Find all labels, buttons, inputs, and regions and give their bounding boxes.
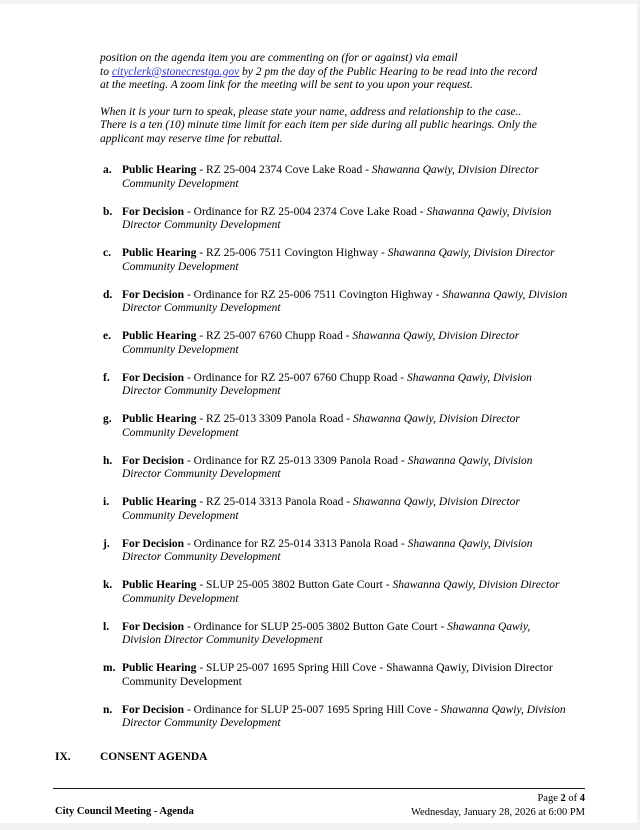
footer-page-total: 4: [579, 793, 585, 804]
section-heading: [55, 751, 570, 765]
footer-page-word: Page: [537, 793, 558, 804]
agenda-item-letter: g.: [103, 413, 112, 425]
agenda-items-list: [55, 164, 570, 731]
agenda-item: [55, 496, 570, 523]
agenda-item: [55, 704, 570, 731]
agenda-item-text: [122, 704, 570, 731]
intro-p2-line2: There is a ten (10) minute time limit for each item per side during all public hearings. Only the: [100, 119, 537, 131]
agenda-item-presenter: Shawanna Qawiy, Division Director Community Development: [122, 164, 539, 190]
agenda-item: [55, 330, 570, 357]
agenda-item-presenter: Shawanna Qawiy, Division Director Community Development: [122, 537, 533, 563]
agenda-item-type: For Decision: [122, 454, 185, 467]
agenda-item-text: [122, 496, 570, 523]
agenda-item-description: - RZ 25-014 3313 Panola Road -: [196, 496, 353, 508]
agenda-item-type: For Decision: [122, 537, 185, 550]
section-number: IX.: [55, 750, 71, 763]
agenda-item-description: - RZ 25-006 7511 Covington Highway -: [196, 247, 388, 259]
agenda-item-presenter: Shawanna Qawiy, Division Director Community Development: [122, 413, 520, 439]
agenda-item-text: [122, 330, 570, 357]
agenda-item: [55, 413, 570, 440]
agenda-item: [55, 455, 570, 482]
agenda-item-letter: k.: [103, 579, 113, 591]
agenda-item: [55, 579, 570, 606]
document-page: [0, 4, 637, 823]
agenda-item-type: For Decision: [122, 371, 185, 384]
agenda-item-text: [122, 662, 570, 689]
agenda-item-type: Public Hearing: [122, 330, 197, 342]
agenda-item-description: - Ordinance for RZ 25-014 3313 Panola Road -: [184, 537, 408, 550]
agenda-item-letter: l.: [103, 620, 110, 633]
intro-p1-line2-post: by 2 pm the day of the Public Hearing to be read into the record: [239, 65, 538, 78]
agenda-item-text: [122, 579, 570, 606]
agenda-item: [55, 621, 570, 648]
agenda-item-type: Public Hearing: [122, 164, 197, 176]
agenda-item-presenter: Shawanna Qawiy, Division Director Community Development: [122, 247, 555, 273]
footer-rule: [53, 788, 585, 789]
agenda-item-letter: n.: [103, 703, 113, 716]
agenda-item-text: [122, 621, 570, 648]
agenda-item-type: For Decision: [122, 620, 185, 633]
email-link[interactable]: cityclerk@stonecrestga.gov: [111, 65, 240, 78]
agenda-item: [55, 538, 570, 565]
footer-datetime: Wednesday, January 28, 2026 at 6:00 PM: [410, 806, 585, 818]
agenda-item-type: Public Hearing: [122, 579, 197, 591]
agenda-item-description: - RZ 25-004 2374 Cove Lake Road -: [196, 164, 372, 176]
agenda-item-text: [122, 538, 570, 565]
agenda-item-description: - SLUP 25-005 3802 Button Gate Court -: [196, 579, 393, 591]
agenda-item: [55, 372, 570, 399]
agenda-item-letter: i.: [103, 496, 110, 508]
footer-of-word: of: [568, 793, 578, 804]
agenda-item-presenter: Shawanna Qawiy, Division Director Community Development: [122, 662, 553, 688]
section-title: CONSENT AGENDA: [100, 750, 208, 763]
agenda-item-presenter: Shawanna Qawiy, Division Director Community Development: [122, 288, 568, 314]
agenda-item-text: [122, 289, 570, 316]
agenda-item-type: Public Hearing: [122, 496, 197, 508]
agenda-item-type: Public Hearing: [122, 662, 197, 674]
agenda-item-text: [122, 372, 570, 399]
agenda-item-text: [122, 206, 570, 233]
agenda-item-description: - Ordinance for SLUP 25-007 1695 Spring Hill Cove -: [184, 703, 441, 716]
agenda-item-presenter: Shawanna Qawiy, Division Director Community Development: [122, 579, 560, 605]
agenda-item-presenter: Shawanna Qawiy, Division Director Community Development: [122, 205, 552, 231]
intro-p1-line3: at the meeting. A zoom link for the meeting will be sent to you upon your request.: [100, 79, 473, 91]
agenda-item-description: - Ordinance for RZ 25-004 2374 Cove Lake Road -: [184, 205, 427, 218]
agenda-item-letter: a.: [103, 164, 112, 176]
intro-p1-line2-pre: to: [100, 65, 112, 78]
intro-paragraph-1: [100, 52, 568, 93]
agenda-item-text: [122, 413, 570, 440]
agenda-item-letter: h.: [103, 454, 113, 467]
footer-doc-title: City Council Meeting - Agenda: [55, 806, 194, 817]
agenda-item-type: For Decision: [122, 703, 185, 716]
agenda-item-text: [122, 164, 570, 191]
agenda-item: [55, 247, 570, 274]
footer-page-indicator: [411, 792, 585, 806]
agenda-item-text: [122, 247, 570, 274]
agenda-item-letter: b.: [103, 205, 113, 218]
agenda-item: [55, 662, 570, 689]
agenda-item-letter: d.: [103, 288, 113, 301]
agenda-item-type: Public Hearing: [122, 413, 197, 425]
agenda-item-description: - SLUP 25-007 1695 Spring Hill Cove -: [196, 662, 387, 674]
agenda-item: [55, 206, 570, 233]
footer-page-number: 2: [560, 793, 566, 804]
footer-right: [411, 792, 585, 819]
agenda-item-letter: e.: [103, 330, 111, 342]
agenda-item-description: - Ordinance for RZ 25-007 6760 Chupp Road -: [184, 371, 408, 384]
agenda-item: [55, 289, 570, 316]
agenda-item-description: - Ordinance for SLUP 25-005 3802 Button Gate Court -: [184, 620, 448, 633]
agenda-item: [55, 164, 570, 191]
agenda-item-description: - RZ 25-013 3309 Panola Road -: [196, 413, 353, 425]
agenda-item-presenter: Shawanna Qawiy, Division Director Community Development: [122, 496, 520, 522]
agenda-item-presenter: Shawanna Qawiy, Division Director Community Development: [122, 620, 531, 646]
intro-p1-line2: [100, 66, 568, 80]
agenda-item-text: [122, 455, 570, 482]
agenda-item-presenter: Shawanna Qawiy, Division Director Community Development: [122, 330, 520, 356]
agenda-item-letter: m.: [103, 662, 116, 674]
agenda-item-type: Public Hearing: [122, 247, 197, 259]
agenda-item-description: - Ordinance for RZ 25-006 7511 Covington Highway -: [184, 288, 443, 301]
agenda-item-letter: c.: [103, 247, 111, 259]
intro-p1-line1: position on the agenda item you are commenting on (for or against) via email: [100, 52, 458, 64]
document-body: [55, 52, 570, 764]
intro-paragraph-2: [100, 106, 568, 147]
intro-p2-line1: When it is your turn to speak, please state your name, address and relationship to the case..: [100, 105, 522, 118]
agenda-item-presenter: Shawanna Qawiy, Division Director Community Development: [122, 703, 566, 729]
agenda-item-letter: f.: [103, 371, 110, 384]
agenda-item-letter: j.: [103, 537, 110, 550]
agenda-item-type: For Decision: [122, 205, 185, 218]
intro-p2-line3: applicant may reserve time for rebuttal.: [100, 132, 283, 145]
agenda-item-description: - RZ 25-007 6760 Chupp Road -: [196, 330, 353, 342]
agenda-item-presenter: Shawanna Qawiy, Division Director Community Development: [122, 454, 533, 480]
agenda-item-description: - Ordinance for RZ 25-013 3309 Panola Road -: [184, 454, 408, 467]
agenda-item-presenter: Shawanna Qawiy, Division Director Community Development: [122, 371, 532, 397]
agenda-item-type: For Decision: [122, 288, 185, 301]
